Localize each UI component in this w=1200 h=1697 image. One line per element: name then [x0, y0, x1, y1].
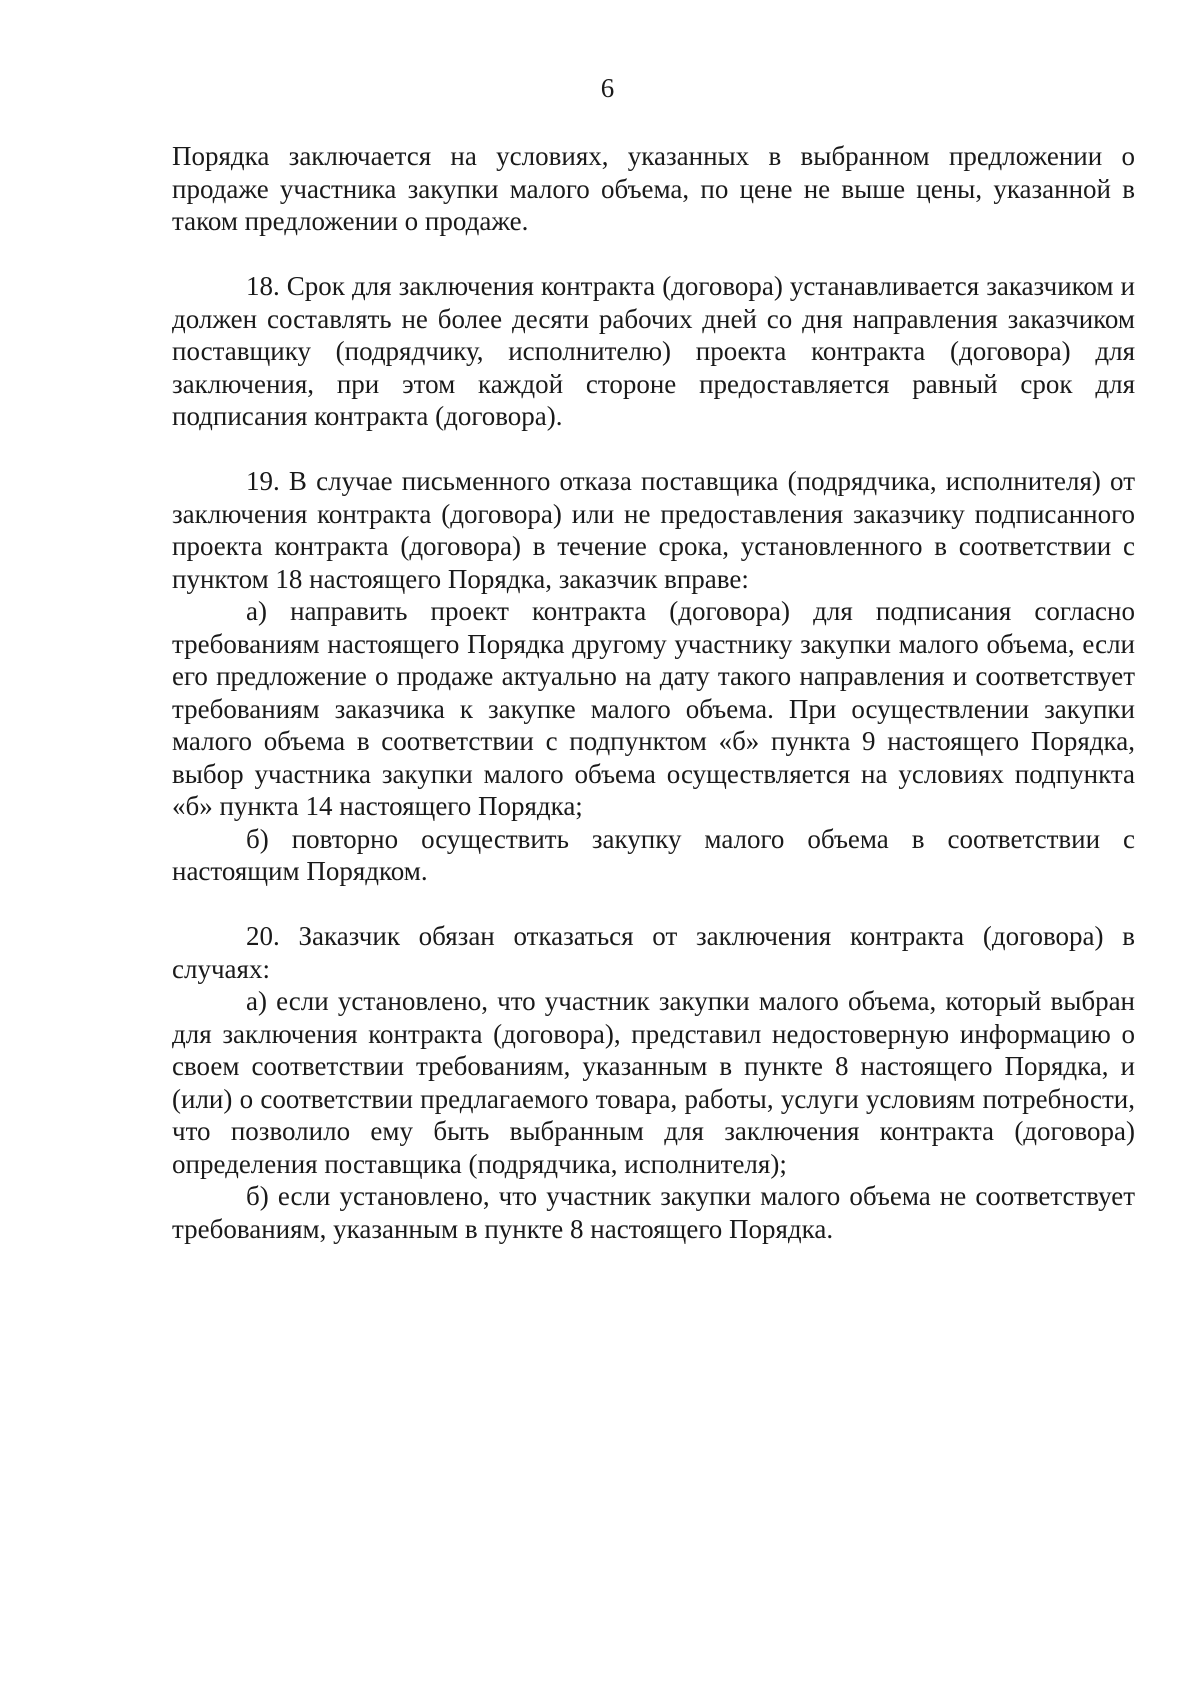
paragraph-item-19a: а) направить проект контракта (договора) для подписания согласно требованиям настоящего Порядка другому участнику закупки малого объема, если его предложение о продаже актуально на дату такого направления и соответствует требованиям заказчика к закупке малого объема. При осуществлении закупки малого объема в соответствии с подпунктом «б» пункта 9 настоящего Порядка, выбор участника закупки малого объема осуществляется на условиях подпункта «б» пункта 14 настоящего Порядка; [172, 596, 1135, 821]
paragraph-item-20: 20. Заказчик обязан отказаться от заключения контракта (договора) в случаях: [172, 921, 1135, 984]
paragraph-item-19: 19. В случае письменного отказа поставщика (подрядчика, исполнителя) от заключения контракта (договора) или не предоставления заказчику подписанного проекта контракта (договора) в течение срока, установленного в соответствии с пунктом 18 настоящего Порядка, заказчик вправе: [172, 466, 1135, 594]
paragraph-item-19b: б) повторно осуществить закупку малого объема в соответствии с настоящим Порядком. [172, 823, 1135, 886]
paragraph-continuation: Порядка заключается на условиях, указанных в выбранном предложении о продаже участника закупки малого объема, по цене не выше цены, указанной в таком предложении о продаже. [172, 141, 1135, 236]
page-number: 6 [600, 73, 615, 103]
paragraph-item-18: 18. Срок для заключения контракта (договора) устанавливается заказчиком и должен составлять не более десяти рабочих дней со дня направления заказчиком поставщику (подрядчику, исполнителю) проекта контракта (договора) для заключения, при этом каждой стороне предоставляется равный срок для подписания контракта (договора). [172, 271, 1135, 431]
document-body [172, 140, 1135, 1245]
paragraph-item-20a: а) если установлено, что участник закупки малого объема, который выбран для заключения контракта (договора), представил недостоверную информацию о своем соответствии требованиям, указанным в пункте 8 настоящего Порядка, и (или) о соответствии предлагаемого товара, работы, услуги условиям потребности, что позволило ему быть выбранным для заключения контракта (договора) определения поставщика (подрядчика, исполнителя); [172, 986, 1135, 1179]
paragraph-item-20b: б) если установлено, что участник закупки малого объема не соответствует требованиям, указанным в пункте 8 настоящего Порядка. [172, 1181, 1135, 1244]
